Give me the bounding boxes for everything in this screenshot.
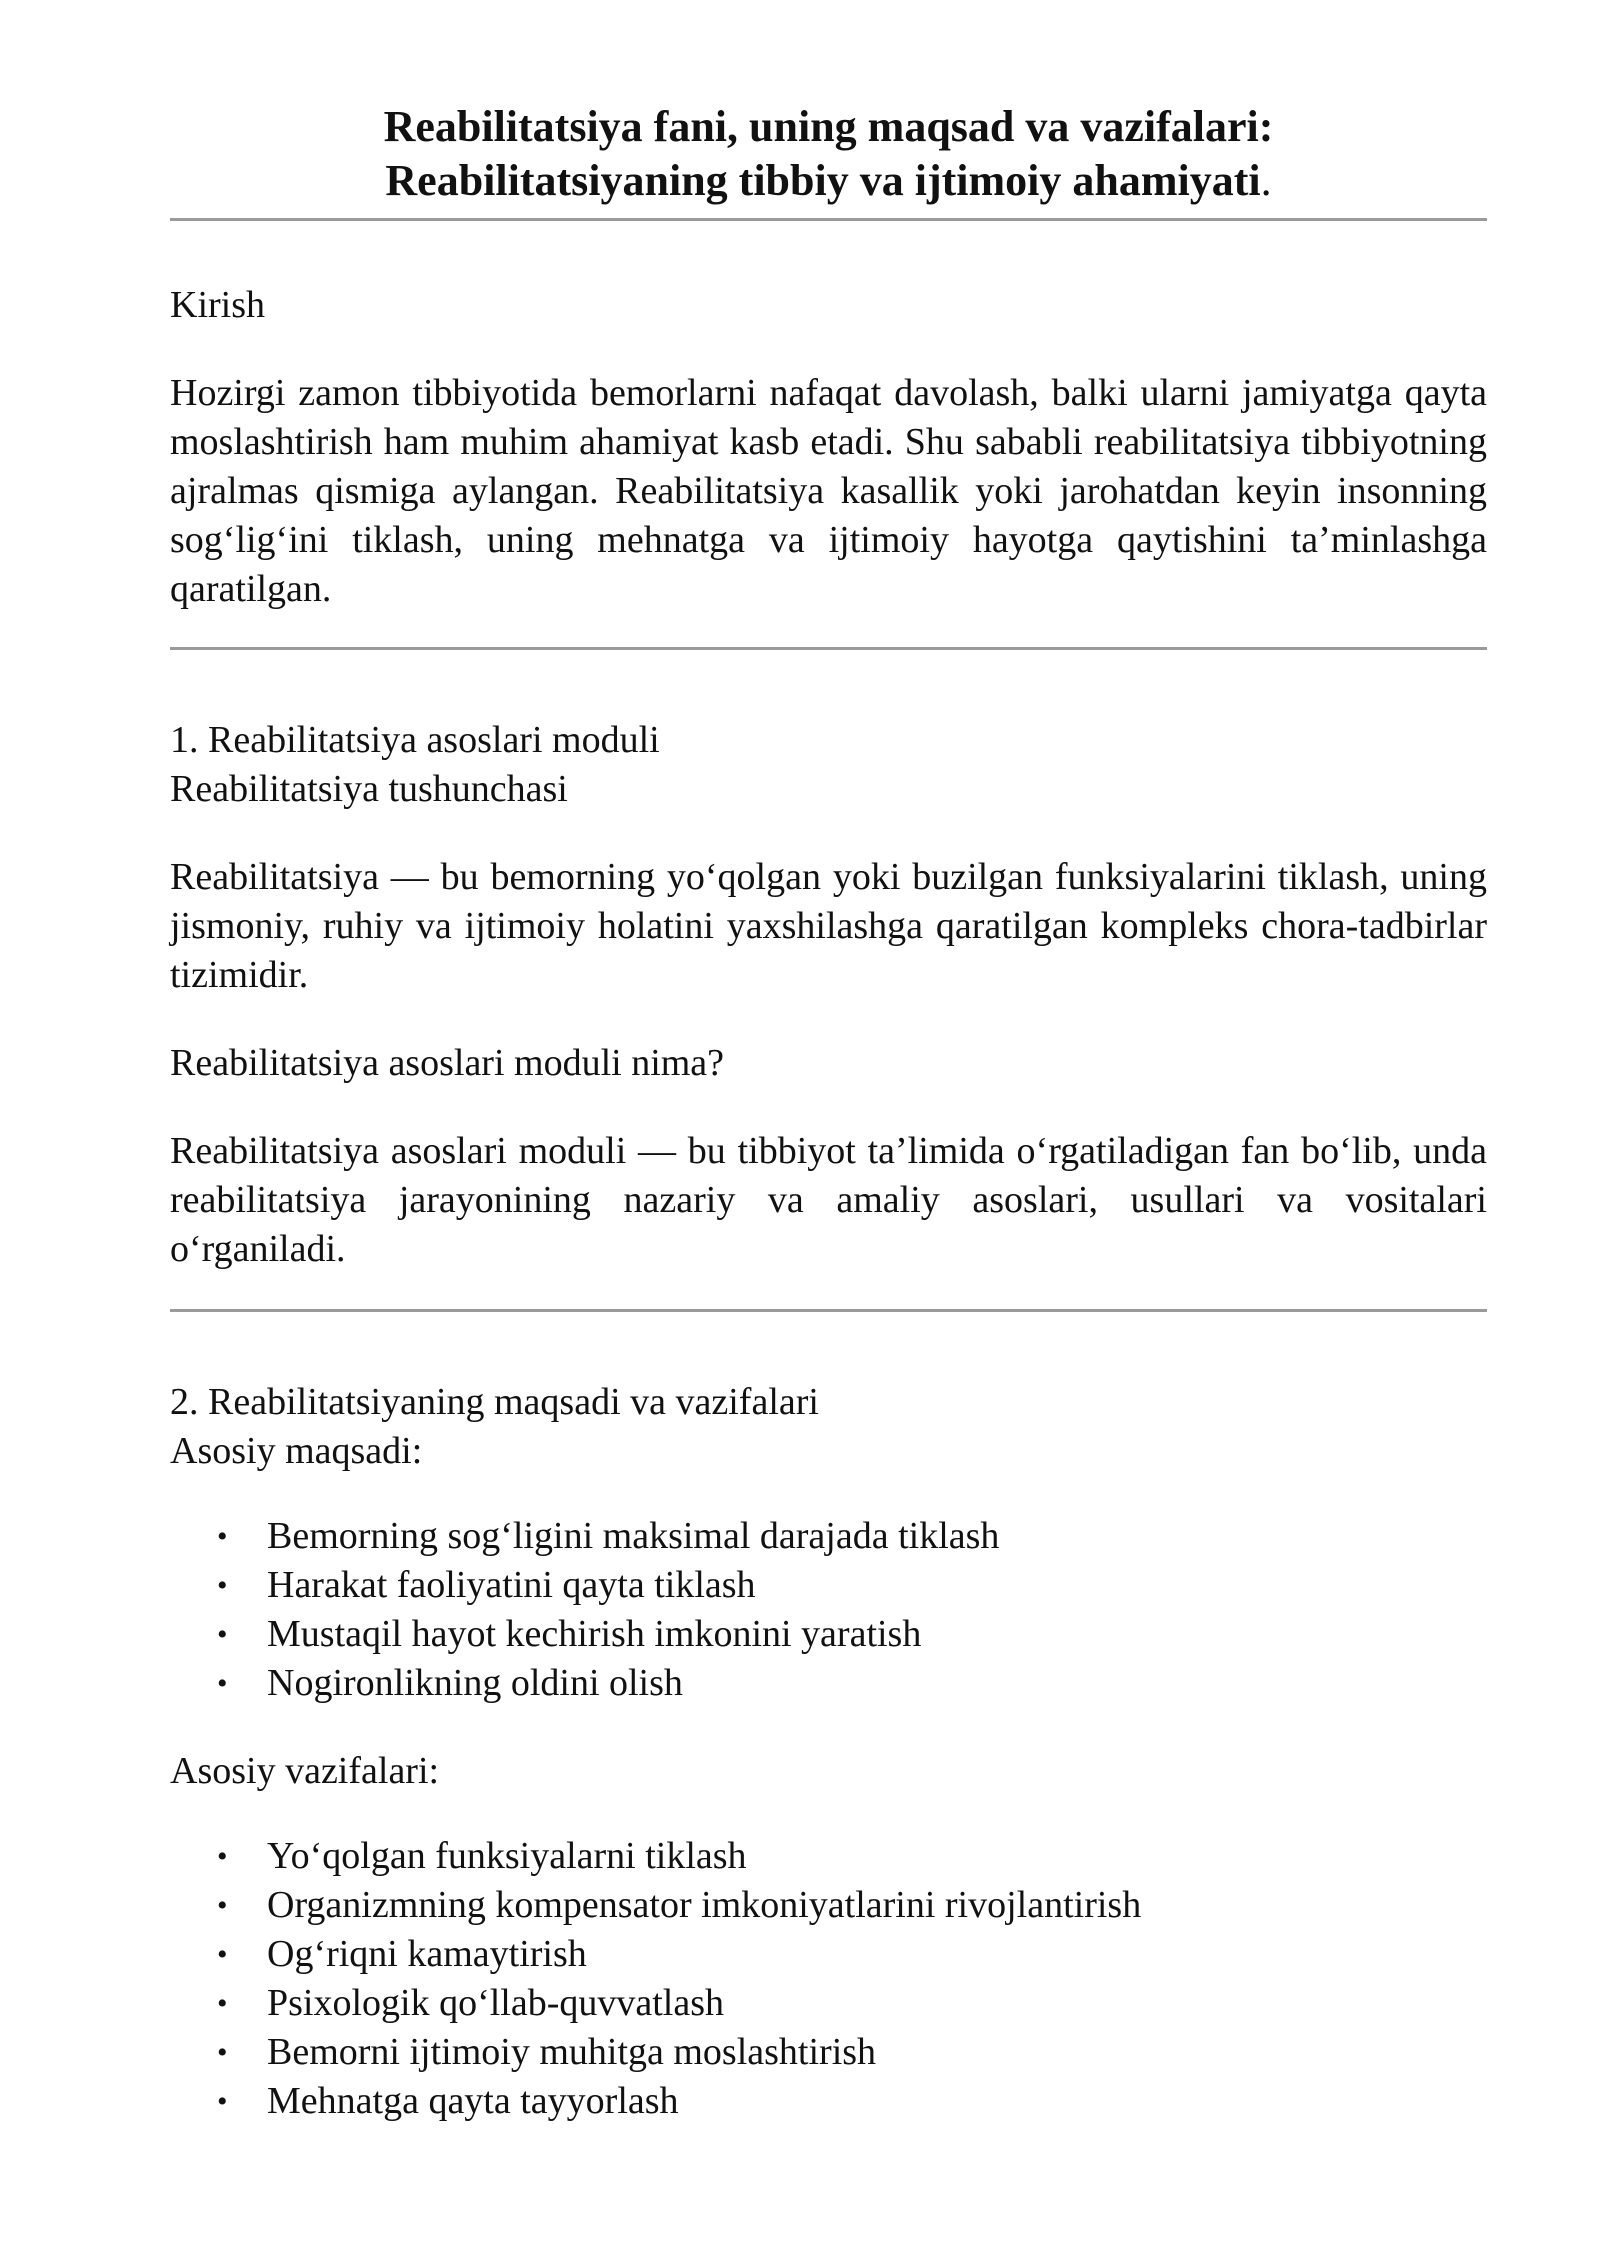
task-item — [170, 1979, 1487, 2028]
goal-text: Bemorning sog‘ligini maksimal darajada tiklash — [267, 1515, 1000, 1557]
goal-text: Nogironlikning oldini olish — [267, 1662, 683, 1704]
section1-definition: Reabilitatsiya — bu bemorning yo‘qolgan yoki buzilgan funksiyalarini tiklash, uning jismoniy, ruhiy va ijtimoiy holatini yaxshilashga qaratilgan kompleks chora-tadbirlar tizimidir. — [170, 856, 1487, 996]
title-period: . — [1260, 156, 1272, 205]
bullet-icon: • — [217, 1520, 228, 1553]
task-text: Mehnatga qayta tayyorlash — [267, 2080, 679, 2122]
goal-text: Mustaqil hayot kechirish imkonini yaratish — [267, 1613, 922, 1655]
section1-heading: 1. Reabilitatsiya asoslari moduli — [170, 719, 660, 761]
task-item — [170, 2077, 1487, 2126]
title-divider — [170, 218, 1487, 221]
section2-heading: 2. Reabilitatsiyaning maqsadi va vazifalari — [170, 1381, 819, 1423]
bullet-icon: • — [217, 1889, 228, 1922]
title-line-1: Reabilitatsiya fani, uning maqsad va vazifalari: — [383, 102, 1274, 151]
bullet-icon: • — [217, 2036, 228, 2069]
section1-subheading: Reabilitatsiya tushunchasi — [170, 768, 568, 810]
title-line-2: Reabilitatsiyaning tibbiy va ijtimoiy ahamiyati — [385, 156, 1261, 205]
tasks-list — [170, 1832, 1487, 2126]
goal-item — [170, 1610, 1487, 1659]
bullet-icon: • — [217, 1667, 228, 1700]
task-text: Organizmning kompensator imkoniyatlarini rivojlantirish — [267, 1884, 1142, 1926]
section-divider-2 — [170, 1309, 1487, 1312]
task-text: Og‘riqni kamaytirish — [267, 1933, 587, 1975]
intro-heading: Kirish — [170, 284, 265, 326]
task-text: Bemorni ijtimoiy muhitga moslashtirish — [267, 2031, 877, 2073]
bullet-icon: • — [217, 1569, 228, 1602]
bullet-icon: • — [217, 1840, 228, 1873]
tasks-label: Asosiy vazifalari: — [170, 1750, 440, 1792]
goal-item — [170, 1659, 1487, 1708]
goals-list — [170, 1512, 1487, 1708]
goal-item — [170, 1512, 1487, 1561]
section1-question: Reabilitatsiya asoslari moduli nima? — [170, 1042, 725, 1084]
task-text: Yo‘qolgan funksiyalarni tiklash — [267, 1835, 747, 1877]
goal-item — [170, 1561, 1487, 1610]
bullet-icon: • — [217, 2085, 228, 2118]
task-item — [170, 1881, 1487, 1930]
task-text: Psixologik qo‘llab-quvvatlash — [267, 1982, 725, 2024]
goals-label: Asosiy maqsadi: — [170, 1430, 423, 1472]
bullet-icon: • — [217, 1938, 228, 1971]
bullet-icon: • — [217, 1618, 228, 1651]
section1-answer: Reabilitatsiya asoslari moduli — bu tibbiyot ta’limida o‘rgatiladigan fan bo‘lib, unda reabilitatsiya jarayonining nazariy va amaliy asoslari, usullari va vositalari o‘rganiladi. — [170, 1130, 1487, 1270]
goal-text: Harakat faoliyatini qayta tiklash — [267, 1564, 756, 1606]
bullet-icon: • — [217, 1987, 228, 2020]
task-item — [170, 2028, 1487, 2077]
task-item — [170, 1930, 1487, 1979]
section-divider-1 — [170, 647, 1487, 650]
intro-paragraph: Hozirgi zamon tibbiyotida bemorlarni nafaqat davolash, balki ularni jamiyatga qayta moslashtirish ham muhim ahamiyat kasb etadi. Shu sababli reabilitatsiya tibbiyotning ajralmas qismiga aylangan. Reabilitatsiya kasallik yoki jarohatdan keyin insonning sog‘lig‘ini tiklash, uning mehnatga va ijtimoiy hayotga qaytishini ta’minlashga qaratilgan. — [170, 372, 1487, 610]
document-title — [170, 100, 1487, 208]
task-item — [170, 1832, 1487, 1881]
